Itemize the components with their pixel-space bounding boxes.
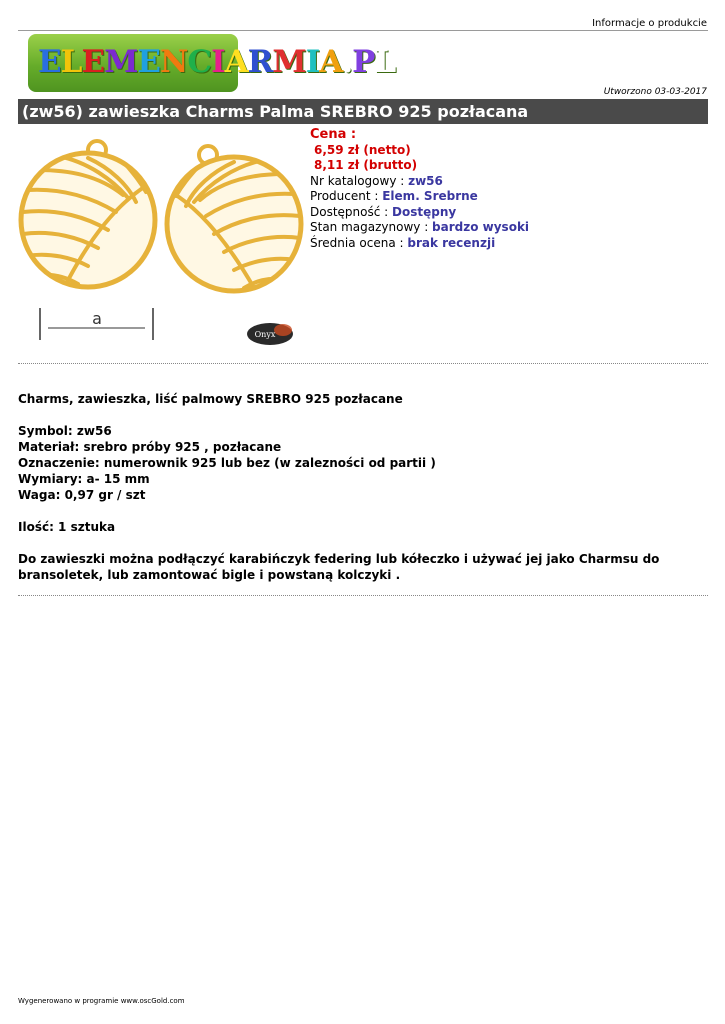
price-netto: 6,59 zł (netto)	[314, 142, 411, 157]
pendant-image-front	[21, 141, 156, 290]
availability-value: Dostępny	[392, 204, 457, 219]
created-date: Utworzono 03-03-2017	[603, 87, 707, 97]
logo-letter: I	[211, 44, 225, 80]
dimension-label: a	[92, 309, 102, 328]
producer-value[interactable]: Elem. Srebrne	[382, 189, 478, 203]
description-quantity: Ilość: 1 sztuka	[18, 520, 116, 534]
stock-label: Stan magazynowy :	[310, 220, 433, 234]
logo-letter: E	[81, 44, 105, 80]
stock-row	[310, 220, 529, 236]
logo-letter: M	[272, 44, 306, 80]
logo-letter: M	[104, 44, 138, 80]
product-image	[18, 130, 306, 355]
description-weight: Waga: 0,97 gr / szt	[18, 488, 146, 502]
availability-label: Dostępność :	[310, 204, 393, 219]
footer-credit: Wygenerowano w programie www.oscGold.com	[18, 997, 185, 1005]
producer-row	[310, 189, 529, 205]
logo-letter: E	[38, 44, 61, 80]
description-material: Materiał: srebro próby 925 , pozłacane	[18, 440, 282, 454]
onyx-badge	[247, 323, 293, 345]
logo-letter: P	[352, 44, 375, 80]
product-info	[310, 127, 529, 251]
logo-letter: C	[187, 44, 212, 80]
logo-letter: A	[319, 44, 343, 80]
logo-letter: I	[305, 44, 320, 80]
description-marking: Oznaczenie: numerownik 925 lub bez (w zalezności od partii )	[18, 456, 436, 470]
header-label: Informacje o produkcie	[592, 18, 707, 29]
logo-letter: A	[224, 44, 248, 80]
logo-letter: R	[247, 44, 273, 80]
description-heading: Charms, zawieszka, liść palmowy SREBRO 925 pozłacane	[18, 392, 403, 406]
logo-letter: E	[137, 44, 161, 80]
price-label: Cena :	[310, 127, 357, 142]
description-note: Do zawieszki można podłączyć karabińczyk federing lub kółeczko i używać jej jako Charmsu do bransoletek, lub zamontować bigle i powstaną kolczyki .	[18, 552, 660, 582]
rating-row	[310, 236, 529, 252]
logo-letter: .	[342, 44, 353, 80]
product-title: (zw56) zawieszka Charms Palma SREBRO 925 pozłacana	[18, 99, 708, 124]
catalog-number-value: zw56	[408, 173, 443, 188]
catalog-number-label: Nr katalogowy :	[310, 173, 409, 188]
availability-row	[310, 205, 529, 221]
pendant-image-back	[167, 146, 301, 295]
logo-letter: L	[60, 44, 82, 80]
product-description	[18, 391, 708, 583]
description-symbol: Symbol: zw56	[18, 424, 112, 438]
section-divider-top	[18, 363, 708, 364]
header-divider	[18, 30, 708, 31]
catalog-number-row	[310, 174, 529, 190]
store-logo[interactable]	[28, 34, 396, 92]
description-dimensions: Wymiary: a- 15 mm	[18, 472, 150, 486]
rating-label: Średnia ocena :	[310, 235, 408, 250]
section-divider-bottom	[18, 595, 708, 596]
onyx-badge-label: Onyx	[254, 330, 276, 339]
dimension-marker	[40, 308, 153, 340]
rating-value[interactable]: brak recenzji	[407, 235, 496, 250]
logo-wordmark	[38, 44, 395, 80]
logo-letter: L	[374, 44, 396, 80]
logo-letter: N	[160, 44, 188, 80]
price-brutto: 8,11 zł (brutto)	[314, 158, 418, 172]
producer-label: Producent :	[310, 189, 383, 203]
stock-value: bardzo wysoki	[432, 220, 530, 234]
